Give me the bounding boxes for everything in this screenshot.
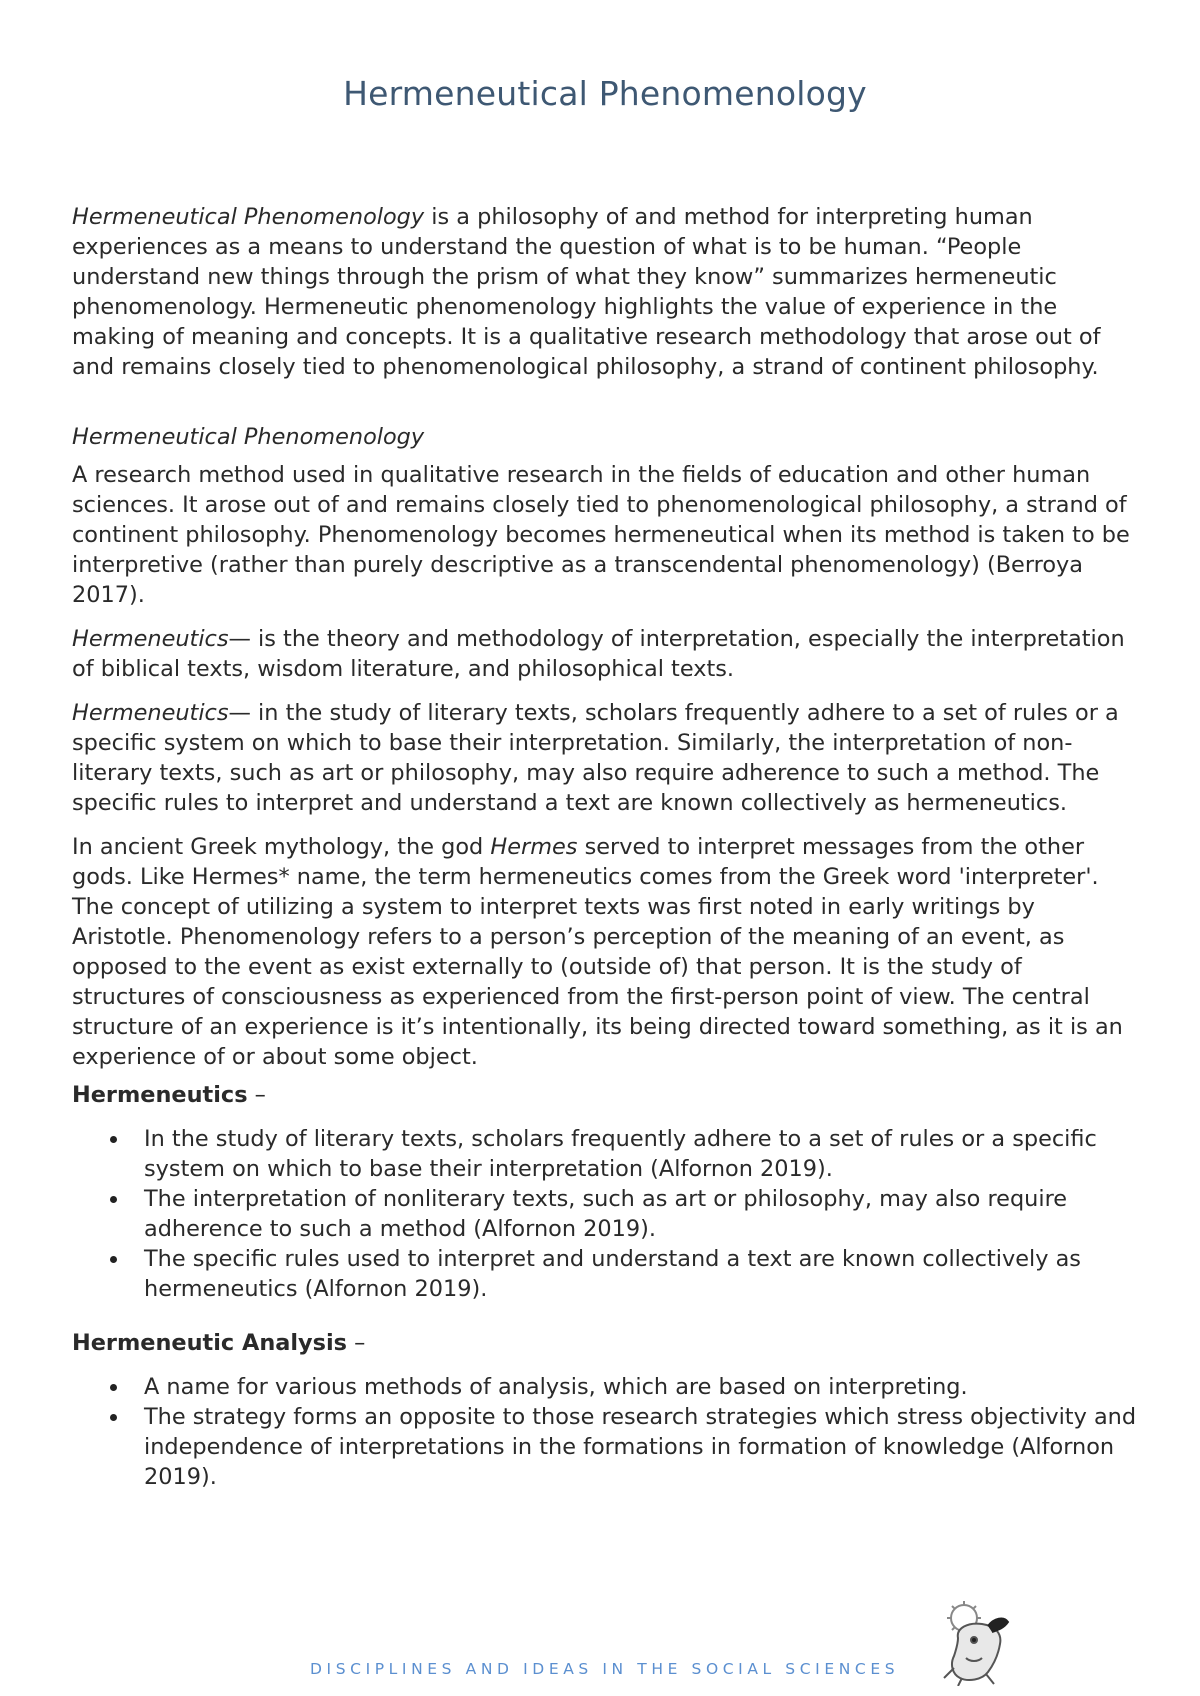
intro-text: is a philosophy of and method for interpreting human experiences as a means to understand the question of what is to be human. “People understand new things through the prism of what they know” summarizes hermeneutic phenomenology. Hermeneutic phenomenology highlights the value of experience in the making of meaning and concepts. It is a qualitative research methodology that arose out of and remains closely tied to phenomenological philosophy, a strand of continent philosophy. [72,204,1101,380]
hermeneutics-definition-paragraph: Hermeneutics— is the theory and methodology of interpretation, especially the interpretation of biblical texts, wisdom literature, and philosophical texts. [72,626,1125,682]
research-method-paragraph: A research method used in qualitative research in the fields of education and other human sciences. It arose out of and remains closely tied to phenomenological philosophy, a strand of continent philosophy. Phenomenology becomes hermeneutical when its method is taken to be interpretive (rather than purely descriptive as a transcendental phenomenology) (Berroya 2017). [72,462,1130,608]
list-item: In the study of literary texts, scholars frequently adhere to a set of rules or a specific system on which to base their interpretation (Alfornon 2019). [144,1124,1138,1184]
list-item: A name for various methods of analysis, which are based on interpreting. [144,1372,1138,1402]
hermes-term: Hermes [490,834,578,860]
section-heading-hermeneutics: Hermeneutics – [72,1082,266,1108]
analysis-bullet-list [72,1372,1138,1492]
document-body [72,202,1138,1516]
hermeneutics-literary-paragraph: Hermeneutics— in the study of literary texts, scholars frequently adhere to a set of rules or a specific system on which to base their interpretation. Similarly, the interpretation of non-literary texts, such as art or philosophy, may also require adherence to such a method. The specific rules to interpret and understand a text are known collectively as hermeneutics. [72,700,1119,816]
hermeneutics-bullet-list [72,1124,1138,1304]
subheading: Hermeneutical Phenomenology [72,424,425,450]
greek-mythology-paragraph: In ancient Greek mythology, the god Hermes served to interpret messages from the other gods. Like Hermes* name, the term hermeneutics comes from the Greek word 'interpreter'. The concept of utilizing a system to interpret texts was first noted in early writings by Aristotle. Phenomenology refers to a person’s perception of the meaning of an event, as opposed to the event as exist externally to (outside of) that person. It is the study of structures of consciousness as experienced from the first-person point of view. The central structure of an experience is it’s intentionally, its being directed toward something, as it is an experience of or about some object. [72,834,1123,1070]
list-item: The interpretation of nonliterary texts, such as art or philosophy, may also require adherence to such a method (Alfornon 2019). [144,1184,1138,1244]
page-title: Hermeneutical Phenomenology [343,74,867,113]
gear-creature-mascot-icon [938,1598,1018,1686]
list-item: The specific rules used to interpret and understand a text are known collectively as hermeneutics (Alfornon 2019). [144,1244,1138,1304]
intro-lead-term: Hermeneutical Phenomenology [72,204,425,230]
intro-paragraph [72,202,1138,382]
definition-lead-term: Hermeneutics [72,626,229,652]
section-heading-hermeneutic-analysis: Hermeneutic Analysis – [72,1330,366,1356]
literary-lead-term: Hermeneutics [72,700,229,726]
page-footer: DISCIPLINES AND IDEAS IN THE SOCIAL SCIENCES [310,1660,900,1678]
list-item: The strategy forms an opposite to those research strategies which stress objectivity and independence of interpretations in the formations in formation of knowledge (Alfornon 2019). [144,1404,1137,1490]
